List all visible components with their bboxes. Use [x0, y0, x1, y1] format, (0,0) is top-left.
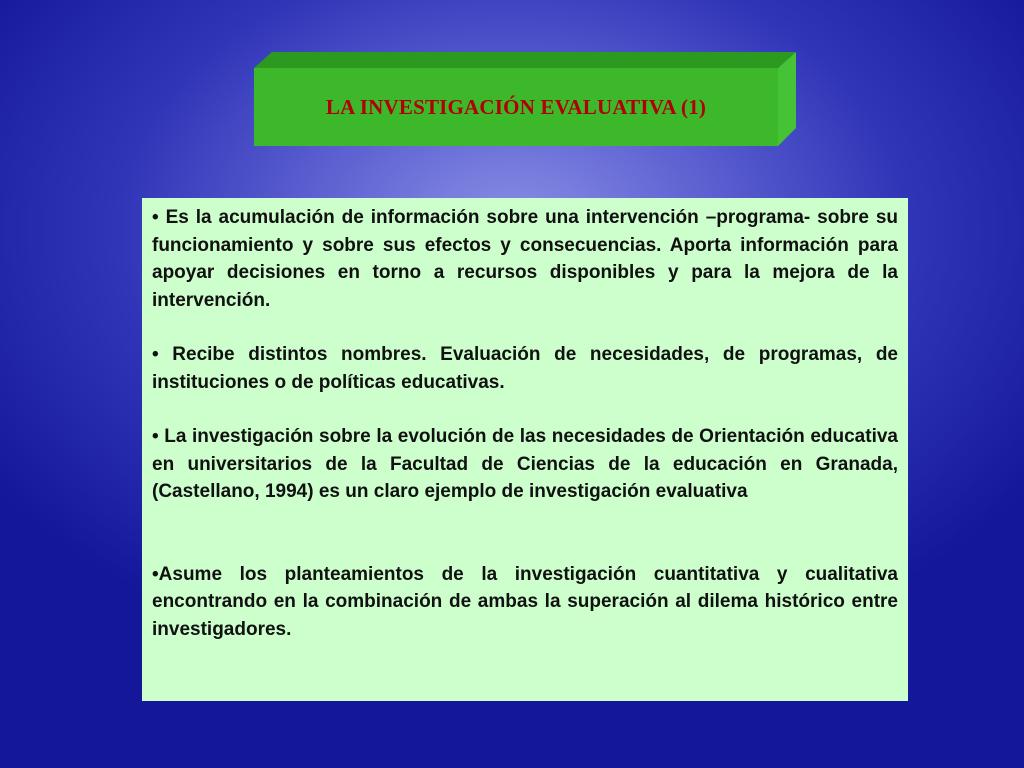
bullet-paragraph-names: • Recibe distintos nombres. Evaluación de necesidades, de programas, de instituciones o de políticas educativas.: [152, 344, 898, 393]
bullet-paragraph-example: • La investigación sobre la evolución de las necesidades de Orientación educativa en universitarios de la Facultad de Ciencias de la educación en Granada, (Castellano, 1994) es un claro ejemplo de investigación evaluativa: [152, 426, 898, 502]
title-banner: [254, 52, 796, 146]
slide-title: LA INVESTIGACIÓN EVALUATIVA (1): [325, 94, 707, 119]
bullet-paragraph-approach: •Asume los planteamientos de la investigación cuantitativa y cualitativa encontrando en la combinación de ambas la superación al dilema histórico entre investigadores.: [152, 563, 898, 640]
title-banner-top-face: [254, 52, 796, 68]
title-banner-side-face: [778, 52, 796, 146]
bullet-paragraph-definition: • Es la acumulación de información sobre una intervención –programa- sobre su funcionamiento y sobre sus efectos y consecuencias. Aporta información para apoyar decisiones en torno a recursos disponibles y para la mejora de la intervención.: [152, 207, 898, 311]
content-panel: [142, 198, 908, 701]
